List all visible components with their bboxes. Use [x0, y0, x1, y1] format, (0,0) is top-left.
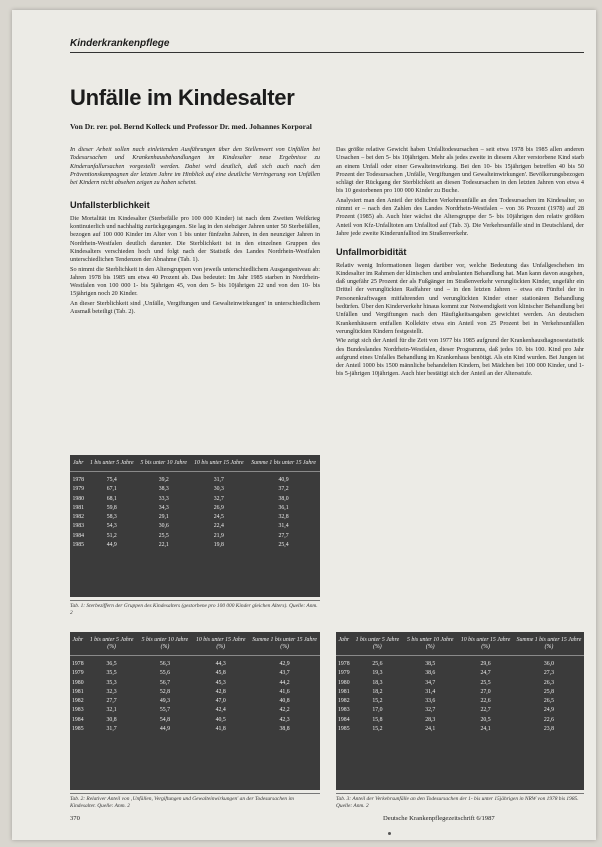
table-cell: 1980	[338, 679, 350, 686]
page-number: 370	[70, 815, 80, 822]
table-row	[336, 706, 584, 715]
table-header-cell: Jahr	[70, 455, 87, 471]
table-cell: 24,1	[425, 725, 436, 732]
table-header-cell: Jahr	[336, 632, 352, 655]
right-column	[336, 146, 584, 380]
body-paragraph: An dieser Sterblichkeit sind ‚Unfälle, Vergiftungen und Gewalteinwirkungen' in unterschiedlichem Ausmaß beteiligt (Tab. 2).	[70, 299, 320, 316]
table-cell: 24,9	[543, 707, 554, 714]
table-cell: 27,0	[480, 688, 491, 695]
table-row	[70, 495, 320, 504]
body-paragraph: Die Mortalität im Kindesalter (Sterbefälle pro 100 000 Kinder) ist nach dem Zweiten Weltkrieg kontinuierlich und nachhaltig zurückgegangen. Sie lag in den siebziger Jahren unter 50 Sterbefällen, bezogen auf 100 000 Kinder im Alter von 1 bis unter fünfzehn Jahren, in den neunziger Jahren in Nordrhein-Westfalen deutlich darunter. Die Sterblichkeit ist in den einzelnen Gruppen des Kindesalters verschieden hoch und folgt nach der Statistik des Landes Nordrhein-Westfalen unterschiedlichen Tendenzen der Abnahme (Tab. 1).	[70, 214, 320, 264]
journal-reference: Deutsche Krankenpflegezeitschrift 6/1987	[383, 815, 495, 822]
table-3-caption: Tab. 3: Anteil der Verkehrsunfälle an den Todesursachen der 1- bis unter 15jährigen in NRW von 1978 bis 1985. Quelle: Anm. 2	[336, 793, 584, 810]
table-cell: 25,5	[480, 679, 491, 686]
table-2	[70, 632, 320, 790]
table-row	[70, 471, 320, 485]
table-cell: 36,5	[106, 660, 117, 667]
table-cell: 59,8	[106, 504, 117, 511]
table-cell: 1981	[72, 504, 85, 511]
table-cell: 40,9	[278, 476, 289, 483]
table-cell: 32,3	[106, 688, 117, 695]
table-cell: 25,5	[158, 532, 169, 539]
table-cell: 42,9	[279, 660, 290, 667]
table-cell: 1979	[338, 670, 350, 677]
table-cell: 24,5	[213, 514, 224, 521]
table-cell: 36,1	[278, 504, 289, 511]
table-cell: 38,5	[425, 660, 436, 667]
table-cell: 25,6	[372, 660, 383, 667]
table-cell: 18,3	[372, 679, 383, 686]
table-1-caption: Tab. 1: Sterbeziffern der Gruppen des Kindesalters (gestorbene pro 100 000 Kinder gleichen Alters). Quelle: Anm. 2	[70, 600, 320, 617]
table-cell: 1980	[72, 495, 85, 502]
table-cell: 68,1	[106, 495, 117, 502]
table-header-cell: 5 bis unter 10 Jahre	[137, 455, 191, 471]
table-cell: 32,7	[213, 495, 224, 502]
table-cell: 25,8	[543, 688, 554, 695]
table-cell: 15,2	[372, 698, 383, 705]
table-row	[70, 697, 320, 706]
table-row	[70, 716, 320, 725]
table-cell: 26,3	[543, 679, 554, 686]
table-cell: 1985	[72, 542, 85, 549]
table-row	[70, 485, 320, 494]
table-cell: 21,9	[213, 532, 224, 539]
table-header-cell: 1 bis unter 5 Jahre (%)	[352, 632, 404, 655]
table-cell: 1983	[72, 707, 84, 714]
table-cell: 56,7	[159, 679, 170, 686]
table-cell: 18,2	[372, 688, 383, 695]
heading-unfallmorbiditaet: Unfallmorbidität	[336, 247, 407, 258]
article-authors: Von Dr. rer. pol. Bernd Kolleck und Professor Dr. med. Johannes Korporal	[70, 122, 312, 131]
table-cell: 44,3	[215, 660, 226, 667]
table-cell: 1983	[72, 523, 85, 530]
table-cell: 31,7	[106, 725, 117, 732]
table-cell: 1985	[338, 725, 350, 732]
table-cell: 1984	[338, 716, 350, 723]
table-cell: 58,3	[106, 514, 117, 521]
table-cell: 33,3	[158, 495, 169, 502]
table-cell: 26,9	[213, 504, 224, 511]
table-cell: 67,1	[106, 486, 117, 493]
table-cell: 44,9	[159, 725, 170, 732]
table-cell: 1981	[338, 688, 350, 695]
table-cell: 38,3	[158, 486, 169, 493]
table-cell: 24,7	[480, 670, 491, 677]
table-cell: 34,7	[425, 679, 436, 686]
table-cell: 15,2	[372, 725, 383, 732]
table-cell: 22,6	[543, 716, 554, 723]
table-cell: 41,6	[279, 688, 290, 695]
table-cell: 55,6	[159, 670, 170, 677]
table-cell: 42,2	[279, 707, 290, 714]
table-row	[70, 522, 320, 531]
body-paragraph: So nimmt die Sterblichkeit in den Altersgruppen von jeweils unterschiedlichem Ausgangsniveau ab: Jahren 1978 bis 1985 um etwa 40 Prozent ab. Das bedeutet: Im Jahr 1985 starben in Nordrhein-Westfalen von 100 000 1- bis 5jährigen 45, von den 5- bis 10jährigen 22 und von den 10- bis 15jährigen noch 20 Kinder.	[70, 265, 320, 298]
table-cell: 1979	[72, 486, 85, 493]
table-row	[70, 541, 320, 550]
body-paragraph: Analysiert man den Anteil der tödlichen Verkehrsunfälle an den Todesursachen im Kindesalter, so nimmt er – nach den Zahlen des Landes Nordrhein-Westfalen – von 36 Prozent (1978) auf 28 Prozent (1985) ab. Auch hier wächst die Altersgruppe der 5- bis 10jährigen den relativ größten Anteil von Kfz-Unfalltoten am Unfalltod auf (Tab. 3). Die Verkehrsunfälle sind in Deutschland, der Jahre jede zweite Kinderunfalltod im Straßenverkehr.	[336, 196, 584, 237]
table-1	[70, 455, 320, 597]
body-paragraph: Das größte relative Gewicht haben Unfalltodesursachen – seit etwa 1978 bis 1985 allen anderen Ursachen – bei den 5- bis 10jährigen. Mehr als jedes zweite in diesem Alter verstorbene Kind starb an einem Unfall oder einer Gewalteinwirkung. Bei den 10- bis 15jährigen betreffen 40 bis 50 Prozent der Todesursachen ‚Unfälle, Vergiftungen und Gewalteinwirkungen'. Bevölkerungsbezogen schlägt der Rückgang der Sterblichkeit an diesen Todesursachen in den letzten Jahren von etwa 4 bis 10 gestorbenen pro 100 000 Kinder zu Buche.	[336, 146, 584, 195]
table-row	[70, 513, 320, 522]
heading-unfallsterblichkeit: Unfallsterblichkeit	[70, 200, 150, 211]
table-cell: 75,4	[106, 476, 117, 483]
table-row	[70, 655, 320, 669]
table-2-caption: Tab. 2: Relativer Anteil von ‚Unfällen, Vergiftungen und Gewalteinwirkungen' an der Todesursachen im Kindesalter. Quelle: Anm. 2	[70, 793, 320, 810]
table-cell: 22,7	[480, 707, 491, 714]
table-cell: 20,5	[480, 716, 491, 723]
table-cell: 41,8	[215, 725, 226, 732]
table-row	[336, 688, 584, 697]
table-cell: 17,0	[372, 707, 383, 714]
table-cell: 52,8	[159, 688, 170, 695]
body-paragraph: Wie zeigt sich der Anteil für die Zeit von 1977 bis 1985 aufgrund der Krankenhausdiagnosestatistik des Bundeslandes Nordrhein-Westfalen, dieser Programms, daß jedes 10. bis 100. Kind pro Jahr aufgrund eines Unfalles Behandlung im Krankenhaus benötigt. Als ein Kind wurden. Bei Jungen ist der Anteil 1000 bis 1500 männliche behandelten Kindern, bei Mädchen bei 100 000 Kinder, und 1- bis 5-jährigen 10jährigen. Auch hier bestätigt sich der Anteil an der Altersstufe.	[336, 337, 584, 378]
table-cell: 29,6	[480, 660, 491, 667]
table-cell: 1978	[72, 660, 84, 667]
table-cell: 44,2	[279, 679, 290, 686]
table-cell: 30,6	[158, 523, 169, 530]
table-cell: 32,8	[278, 514, 289, 521]
table-row	[336, 679, 584, 688]
table-cell: 28,3	[425, 716, 436, 723]
table-cell: 1984	[72, 716, 84, 723]
table-header-cell: Jahr	[70, 632, 86, 655]
section-header: Kinderkrankenpflege	[70, 38, 584, 53]
table-cell: 38,0	[278, 495, 289, 502]
journal-page	[12, 10, 596, 840]
table-header-cell: Summe 1 bis unter 15 Jahre (%)	[249, 632, 320, 655]
table-cell: 38,8	[279, 725, 290, 732]
table-header-cell: 5 bis unter 10 Jahre (%)	[403, 632, 457, 655]
table-cell: 1978	[72, 476, 85, 483]
table-row	[70, 706, 320, 715]
table-cell: 30,3	[213, 486, 224, 493]
table-cell: 1983	[338, 707, 350, 714]
table-cell: 51,2	[106, 532, 117, 539]
table-cell: 1984	[72, 532, 85, 539]
table-cell: 19,8	[213, 542, 224, 549]
table-row	[70, 669, 320, 678]
body-paragraph: Relativ wenig Informationen liegen darüber vor, welche Bedeutung das Unfallgeschehen im Kindesalter im Rahmen der klinischen und ambulanten Behandlung hat. Man kann davon ausgehen, daß ungefähr 25 Prozent der als Fußgänger im Straßenverkehr verunglückten Kinder, ungefähr ein Drittel der verunglückten Radfahrer und – in den letzten Jahren – etwa ein Fünftel der in Personenkraftwagen mitfahrenden und verunglückten Kinder einer stationären Behandlung bedürfen. Über den Kinderverkehr hinaus kommt zur Notwendigkeit von klinischer Behandlung bei Unfällen und Vergiftungen nach den Häufigkeitsangaben gewichtet werden. An deutschen Krankenhäusern entfallen Kollektiv etwa ein Anteil von 25 Prozent bei in Verkehrsunfällen verunglückten Kindern festgestellt.	[336, 261, 584, 335]
table-header-cell: Summe 1 bis unter 15 Jahre (%)	[514, 632, 584, 655]
table-row	[70, 725, 320, 734]
table-cell: 29,1	[158, 514, 169, 521]
table-cell: 1980	[72, 679, 84, 686]
table-row	[70, 688, 320, 697]
table-cell: 31,7	[213, 476, 224, 483]
table-cell: 22,4	[213, 523, 224, 530]
table-row	[336, 716, 584, 725]
table-header-cell: 10 bis unter 15 Jahre	[191, 455, 248, 471]
table-cell: 31,4	[425, 688, 436, 695]
table-cell: 49,3	[159, 698, 170, 705]
table-header-cell: 5 bis unter 10 Jahre (%)	[138, 632, 193, 655]
table-cell: 31,4	[278, 523, 289, 530]
table-cell: 45,3	[215, 679, 226, 686]
table-header-cell: 1 bis unter 5 Jahre	[87, 455, 137, 471]
left-column	[70, 146, 320, 317]
article-title: Unfälle im Kindesalter	[70, 85, 295, 110]
table-cell: 35,3	[106, 679, 117, 686]
table-header-cell: 10 bis unter 15 Jahre (%)	[192, 632, 249, 655]
table-cell: 1981	[72, 688, 84, 695]
table-cell: 30,8	[106, 716, 117, 723]
table-cell: 40,5	[215, 716, 226, 723]
table-cell: 1978	[338, 660, 350, 667]
table-cell: 40,8	[279, 698, 290, 705]
table-row	[336, 697, 584, 706]
table-cell: 45,8	[215, 670, 226, 677]
table-row	[70, 679, 320, 688]
table-cell: 37,2	[278, 486, 289, 493]
table-row	[70, 504, 320, 513]
table-header-cell: 1 bis unter 5 Jahre (%)	[86, 632, 138, 655]
footer-dot	[388, 832, 391, 835]
table-cell: 43,7	[279, 670, 290, 677]
table-row	[336, 725, 584, 734]
table-cell: 26,5	[543, 698, 554, 705]
table-cell: 42,8	[215, 688, 226, 695]
table-header-cell: Summe 1 bis unter 15 Jahre	[247, 455, 320, 471]
table-cell: 15,8	[372, 716, 383, 723]
table-cell: 32,7	[425, 707, 436, 714]
table-cell: 36,0	[543, 660, 554, 667]
table-cell: 25,4	[278, 542, 289, 549]
table-cell: 1982	[338, 698, 350, 705]
table-cell: 38,6	[425, 670, 436, 677]
table-cell: 27,3	[543, 670, 554, 677]
table-cell: 24,1	[480, 725, 491, 732]
table-header-cell: 10 bis unter 15 Jahre (%)	[457, 632, 514, 655]
table-cell: 54,8	[159, 716, 170, 723]
table-cell: 55,7	[159, 707, 170, 714]
table-cell: 44,9	[106, 542, 117, 549]
table-cell: 47,0	[215, 698, 226, 705]
table-cell: 39,2	[158, 476, 169, 483]
table-cell: 27,7	[278, 532, 289, 539]
intro-paragraph: In dieser Arbeit sollen nach einleitenden Ausführungen über den Stellenwert von Unfällen bei Todesursachen und Krankenhausbehandlungen im Kindesalter neue Ergebnisse zu Kinderunfallursachen vorgestellt werden. Dabei wird deutlich, daß sich auch nach den Präventionskampagnen der letzten Jahre im Hinblick auf eine deutliche Verringerung von Unfällen bei Kindern nicht absehen zeigen zu haben scheint.	[70, 146, 320, 187]
table-cell: 23,8	[543, 725, 554, 732]
table-3	[336, 632, 584, 790]
table-cell: 27,7	[106, 698, 117, 705]
table-cell: 35,5	[106, 670, 117, 677]
table-cell: 56,3	[159, 660, 170, 667]
table-cell: 34,3	[158, 504, 169, 511]
table-cell: 1979	[72, 670, 84, 677]
table-cell: 54,3	[106, 523, 117, 530]
table-cell: 22,1	[158, 542, 169, 549]
table-cell: 1982	[72, 514, 85, 521]
table-cell: 42,4	[215, 707, 226, 714]
table-cell: 33,6	[425, 698, 436, 705]
table-cell: 19,3	[372, 670, 383, 677]
table-cell: 1985	[72, 725, 84, 732]
table-row	[336, 655, 584, 669]
table-row	[70, 532, 320, 541]
table-row	[336, 669, 584, 678]
table-cell: 1982	[72, 698, 84, 705]
table-cell: 22,6	[480, 698, 491, 705]
table-cell: 42,3	[279, 716, 290, 723]
table-cell: 32,1	[106, 707, 117, 714]
